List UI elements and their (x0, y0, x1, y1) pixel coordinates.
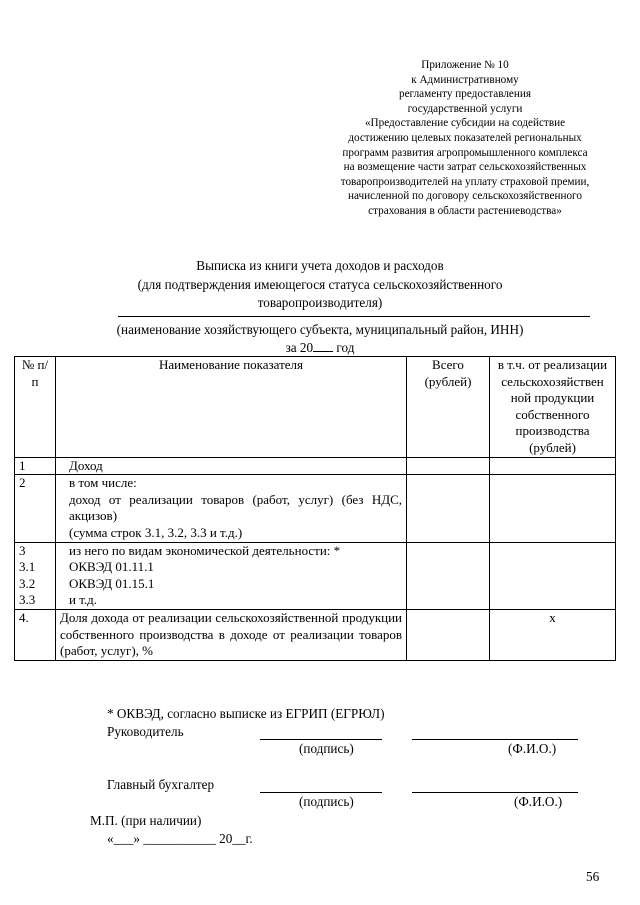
row-name-text: Доля дохода от реализации сельскохозяйственной продукции собственного производства в доходе от реализации товаров (работ, услуг), % (60, 609, 402, 659)
row-incl (490, 457, 616, 475)
row-name-text: (сумма строк 3.1, 3.2, 3.3 и т.д.) (69, 524, 243, 540)
table-row (15, 457, 616, 475)
year-line (0, 340, 640, 356)
table-row (15, 475, 616, 542)
header-name: Наименование показателя (56, 357, 407, 458)
row-name-text: из него по видам экономической деятельности: * (69, 542, 341, 558)
appendix-line: страхования в области растениеводства» (368, 204, 562, 217)
appendix-line: на возмещение части затрат сельскохозяйственных (343, 161, 587, 174)
row-total (407, 475, 490, 542)
head-label: Руководитель (107, 724, 184, 739)
subject-caption: (наименование хозяйствующего субъекта, муниципальный район, ИНН) (116, 322, 524, 337)
row-total (407, 457, 490, 475)
head-signature-line (260, 739, 382, 740)
document-title (0, 257, 640, 313)
appendix-line: «Предоставление субсидии на содействие (364, 117, 566, 130)
head-sign-caption: (подпись) (299, 741, 354, 756)
header-incl: в т.ч. от реализации сельскохозяйствен ной продукции собственного производства (рублей) (490, 357, 616, 458)
income-table (14, 356, 616, 661)
table-header-row (15, 357, 616, 458)
header-total: Всего (рублей) (407, 357, 490, 458)
row-name (56, 475, 407, 542)
table-row (15, 542, 616, 609)
footnote: * ОКВЭД, согласно выписке из ЕГРИП (ЕГРЮЛ) (107, 706, 385, 721)
title-line-3: товаропроизводителя) (257, 295, 383, 311)
chief-fio-caption: (Ф.И.О.) (514, 794, 563, 809)
chief-sign-caption: (подпись) (299, 794, 354, 809)
year-prefix: за 20 (285, 340, 314, 355)
row-total (407, 542, 490, 609)
appendix-line: начисленной по договору сельскохозяйственного (348, 190, 582, 203)
row-name-text: ОКВЭД 01.11.1 (69, 559, 154, 575)
row-num-line: 3 (19, 542, 26, 558)
row-name (56, 609, 407, 660)
appendix-line: программ развития агропромышленного комплекса (342, 146, 588, 159)
row-name-text: доход от реализации товаров (работ, услуг) (без НДС, акцизов) (69, 491, 402, 524)
row-num-line: 3.1 (19, 559, 36, 575)
year-blank (313, 340, 333, 352)
row-name-text: ОКВЭД 01.15.1 (69, 575, 155, 591)
appendix-line: достижению целевых показателей региональных (348, 131, 582, 144)
row-name-text: Доход (69, 457, 103, 473)
appendix-line: к Административному (411, 73, 519, 86)
row-num-line: 3.3 (19, 592, 36, 608)
chief-accountant-label: Главный бухгалтер (107, 777, 215, 792)
appendix-line: регламенту предоставления (398, 88, 531, 101)
row-incl (490, 475, 616, 542)
title-line-1: Выписка из книги учета доходов и расходов (196, 258, 444, 273)
chief-fio-line (412, 792, 578, 793)
row-num: 2 (15, 475, 56, 542)
date-line: «___» ___________ 20__г. (107, 831, 253, 846)
header-num: № п/п (15, 357, 56, 458)
title-line-2: (для подтверждения имеющегося статуса сельскохозяйственного (137, 276, 503, 292)
table-row (15, 609, 616, 660)
row-num: 4. (15, 609, 56, 660)
head-fio-caption: (Ф.И.О.) (508, 741, 557, 756)
row-incl (490, 542, 616, 609)
row-name-text: и т.д. (69, 592, 98, 608)
row-num: 1 (15, 457, 56, 475)
row-name (56, 542, 407, 609)
chief-signature-line (260, 792, 382, 793)
row-total (407, 609, 490, 660)
subject-name-field-line (118, 316, 590, 317)
page-number: 56 (586, 869, 600, 884)
row-incl: х (490, 609, 616, 660)
row-num-line: 3.2 (19, 575, 36, 591)
year-suffix: год (336, 340, 355, 355)
head-fio-line (412, 739, 578, 740)
appendix-line: товаропроизводителей на уплату страховой премии, (340, 175, 590, 188)
row-name-text: в том числе: (69, 475, 137, 491)
appendix-line: Приложение № 10 (421, 59, 509, 71)
appendix-line: государственной услуги (407, 102, 523, 115)
appendix-header (300, 58, 630, 219)
stamp-label: М.П. (при наличии) (90, 813, 202, 828)
row-name (56, 457, 407, 475)
row-num (15, 542, 56, 609)
